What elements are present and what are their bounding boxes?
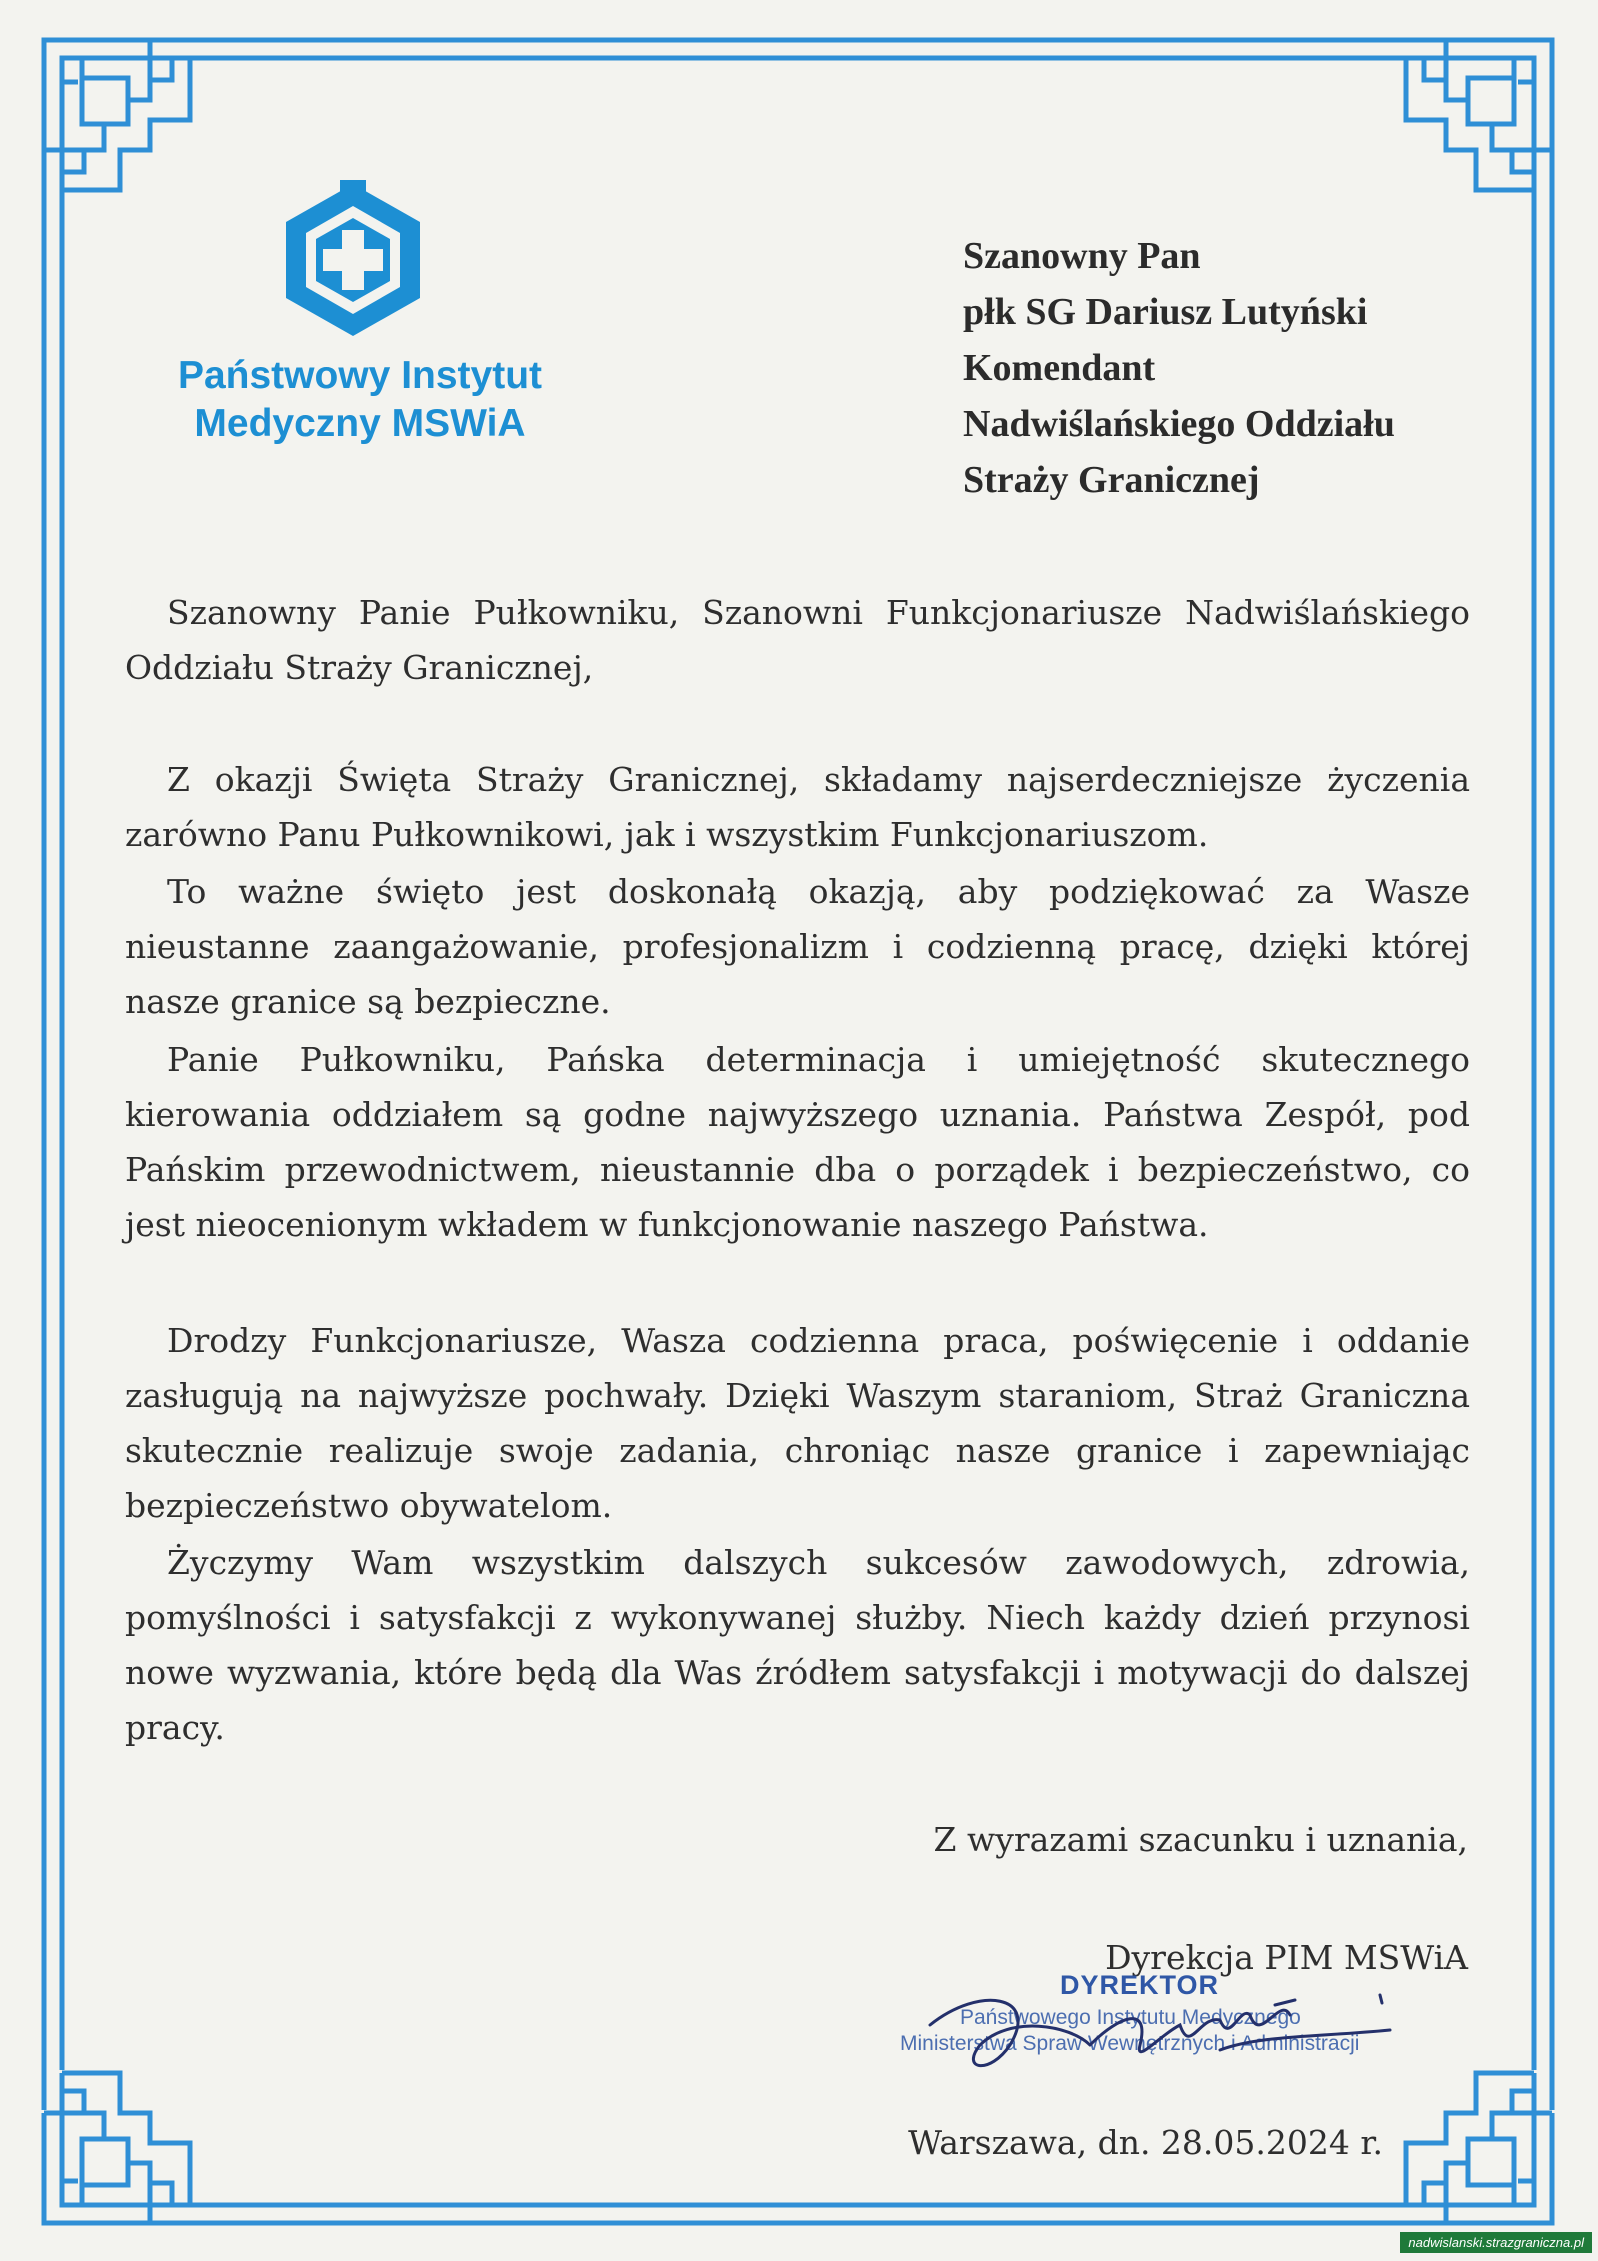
frame-corner-bottom-left — [44, 2073, 190, 2223]
source-watermark: nadwislanski.strazgraniczna.pl — [1400, 2232, 1592, 2253]
letter-paragraph-3: Panie Pułkowniku, Pańska determinacja i umiejętność skutecznego kierowania oddziałem są godne najwyższego uznania. Państwa Zespół, pod Pańskim przewodnictwem, nieustannie dba o porządek i bezpieczeństwo, co jest nieocenionym wkładem w funkcjonowanie naszego Państwa. — [125, 1040, 1470, 1244]
shield-cross-icon — [278, 180, 428, 340]
frame-corner-top-right — [1406, 40, 1552, 190]
letter-paragraph-4: Drodzy Funkcjonariusze, Wasza codzienna praca, poświęcenie i oddanie zasługują na najwyższe pochwały. Dzięki Waszym staraniom, Straż Graniczna skutecznie realizuje swoje zadania, chroniąc nasze granice i zapewniając bezpieczeństwo obywatelom. — [125, 1321, 1470, 1525]
stamp-institute: Państwowego Instytutu Medycznego — [960, 2006, 1301, 2029]
addressee-unit-2: Straży Granicznej — [963, 459, 1260, 501]
addressee-unit: Nadwiślańskiego Oddziału — [963, 403, 1395, 445]
addressee-block — [963, 228, 1523, 508]
letter-closing: Z wyrazami szacunku i uznania, — [933, 1820, 1468, 1859]
letter-paragraph-5: Życzymy Wam wszystkim dalszych sukcesów zawodowych, zdrowia, pomyślności i satysfakcji z wykonywanej służby. Niech każdy dzień przynosi nowe wyzwania, które będą dla Was źródłem satysfakcji i motywacji do dalszej pracy. — [125, 1543, 1470, 1747]
handwritten-signature — [920, 1975, 1400, 2095]
addressee-name: płk SG Dariusz Lutyński — [963, 291, 1368, 333]
stamp-title: DYREKTOR — [1060, 1970, 1220, 2000]
addressee-salutation: Szanowny Pan — [963, 235, 1201, 277]
letter-paragraph-1: Z okazji Święta Straży Granicznej, składamy najserdeczniejsze życzenia zarówno Panu Pułkownikowi, jak i wszystkim Funkcjonariuszom. — [125, 760, 1470, 854]
institute-name-line2: Medyczny MSWiA — [194, 402, 526, 445]
frame-corner-bottom-right — [1406, 2073, 1552, 2223]
letter-date: Warszawa, dn. 28.05.2024 r. — [908, 2123, 1383, 2162]
stamp-ministry: Ministerstwa Spraw Wewnętrznych i Administracji — [900, 2032, 1360, 2055]
letter-sender: Dyrekcja PIM MSWiA — [1105, 1938, 1468, 1977]
letter-greeting: Szanowny Panie Pułkowniku, Szanowni Funkcjonariusze Nadwiślańskiego Oddziału Straży Granicznej, — [125, 593, 1470, 687]
letter-paragraph-2: To ważne święto jest doskonałą okazją, aby podziękować za Wasze nieustanne zaangażowanie, profesjonalizm i codzienną pracę, dzięki której nasze granice są bezpieczne. — [125, 872, 1470, 1021]
frame-corner-top-left — [44, 40, 190, 190]
institute-name — [150, 352, 570, 448]
institute-logo — [150, 180, 570, 470]
institute-name-line1: Państwowy Instytut — [177, 354, 543, 397]
addressee-title: Komendant — [963, 347, 1156, 389]
